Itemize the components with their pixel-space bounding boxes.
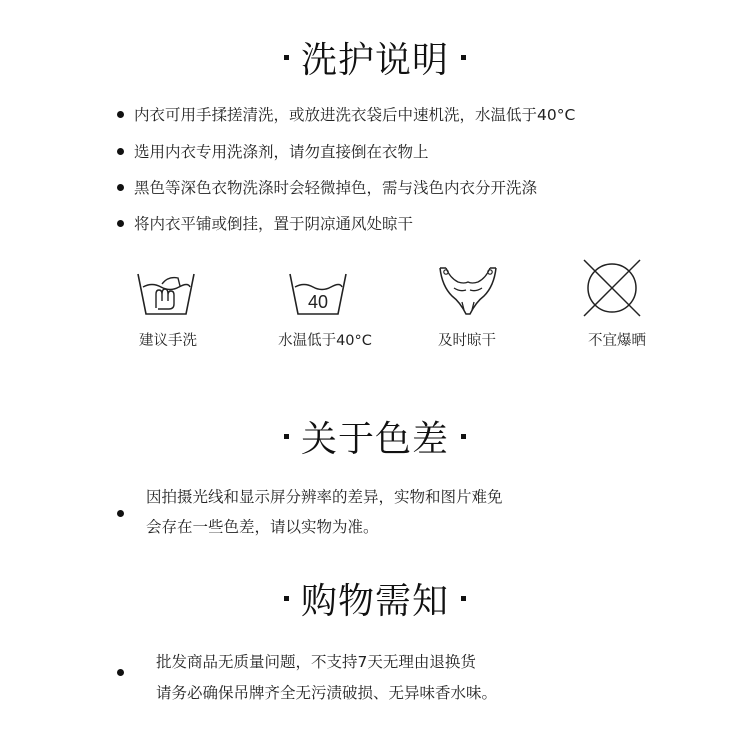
- care-item-text: 选用内衣专用洗涤剂，请勿直接倒在衣物上: [134, 143, 429, 161]
- color-line: 因拍摄光线和显示屏分辨率的差异，实物和图片难免: [146, 488, 503, 506]
- title-marker-right: [461, 55, 466, 60]
- title-marker-right: [461, 434, 466, 439]
- title-marker-left: [284, 55, 289, 60]
- hang-dry-icon: [436, 262, 500, 320]
- care-title: [0, 35, 750, 79]
- purchase-line: 请务必确保吊牌齐全无污渍破损、无异味香水味。: [156, 684, 498, 702]
- purchase-title: [0, 576, 750, 620]
- bullet-dot: [117, 669, 124, 676]
- color-line: 会存在一些色差，请以实物为准。: [146, 518, 379, 536]
- purchase-title-text: 购物需知: [300, 580, 449, 622]
- care-item-text: 内衣可用手揉搓清洗，或放进洗衣袋后中速机洗，水温低于40°C: [134, 106, 576, 124]
- bullet-dot: [117, 510, 124, 517]
- bullet-dot: [117, 220, 124, 227]
- color-title-text: 关于色差: [300, 418, 449, 460]
- care-item: [117, 103, 575, 125]
- bullet-dot: [117, 111, 124, 118]
- care-item: [117, 176, 537, 198]
- care-item: [117, 212, 413, 234]
- title-marker-left: [284, 596, 289, 601]
- water-temperature-label: 水温低于40°C: [278, 333, 372, 349]
- temperature-number: 40: [307, 292, 329, 312]
- care-item-text: 将内衣平铺或倒挂，置于阴凉通风处晾干: [134, 215, 414, 233]
- bullet-dot: [117, 184, 124, 191]
- title-marker-right: [461, 596, 466, 601]
- water-temperature-icon: [286, 268, 350, 320]
- no-sun-icon: [580, 256, 644, 320]
- care-item: [117, 140, 429, 162]
- hand-wash-label: 建议手洗: [139, 333, 197, 349]
- color-title: [0, 414, 750, 458]
- hang-dry-label: 及时晾干: [438, 333, 496, 349]
- hand-wash-icon: [134, 268, 198, 320]
- bullet-dot: [117, 148, 124, 155]
- care-title-text: 洗护说明: [300, 39, 449, 81]
- purchase-line: 批发商品无质量问题，不支持7天无理由退换货: [156, 653, 476, 671]
- care-item-text: 黑色等深色衣物洗涤时会轻微掉色，需与浅色内衣分开洗涤: [134, 179, 538, 197]
- title-marker-left: [284, 434, 289, 439]
- no-sun-label: 不宜爆晒: [588, 333, 646, 349]
